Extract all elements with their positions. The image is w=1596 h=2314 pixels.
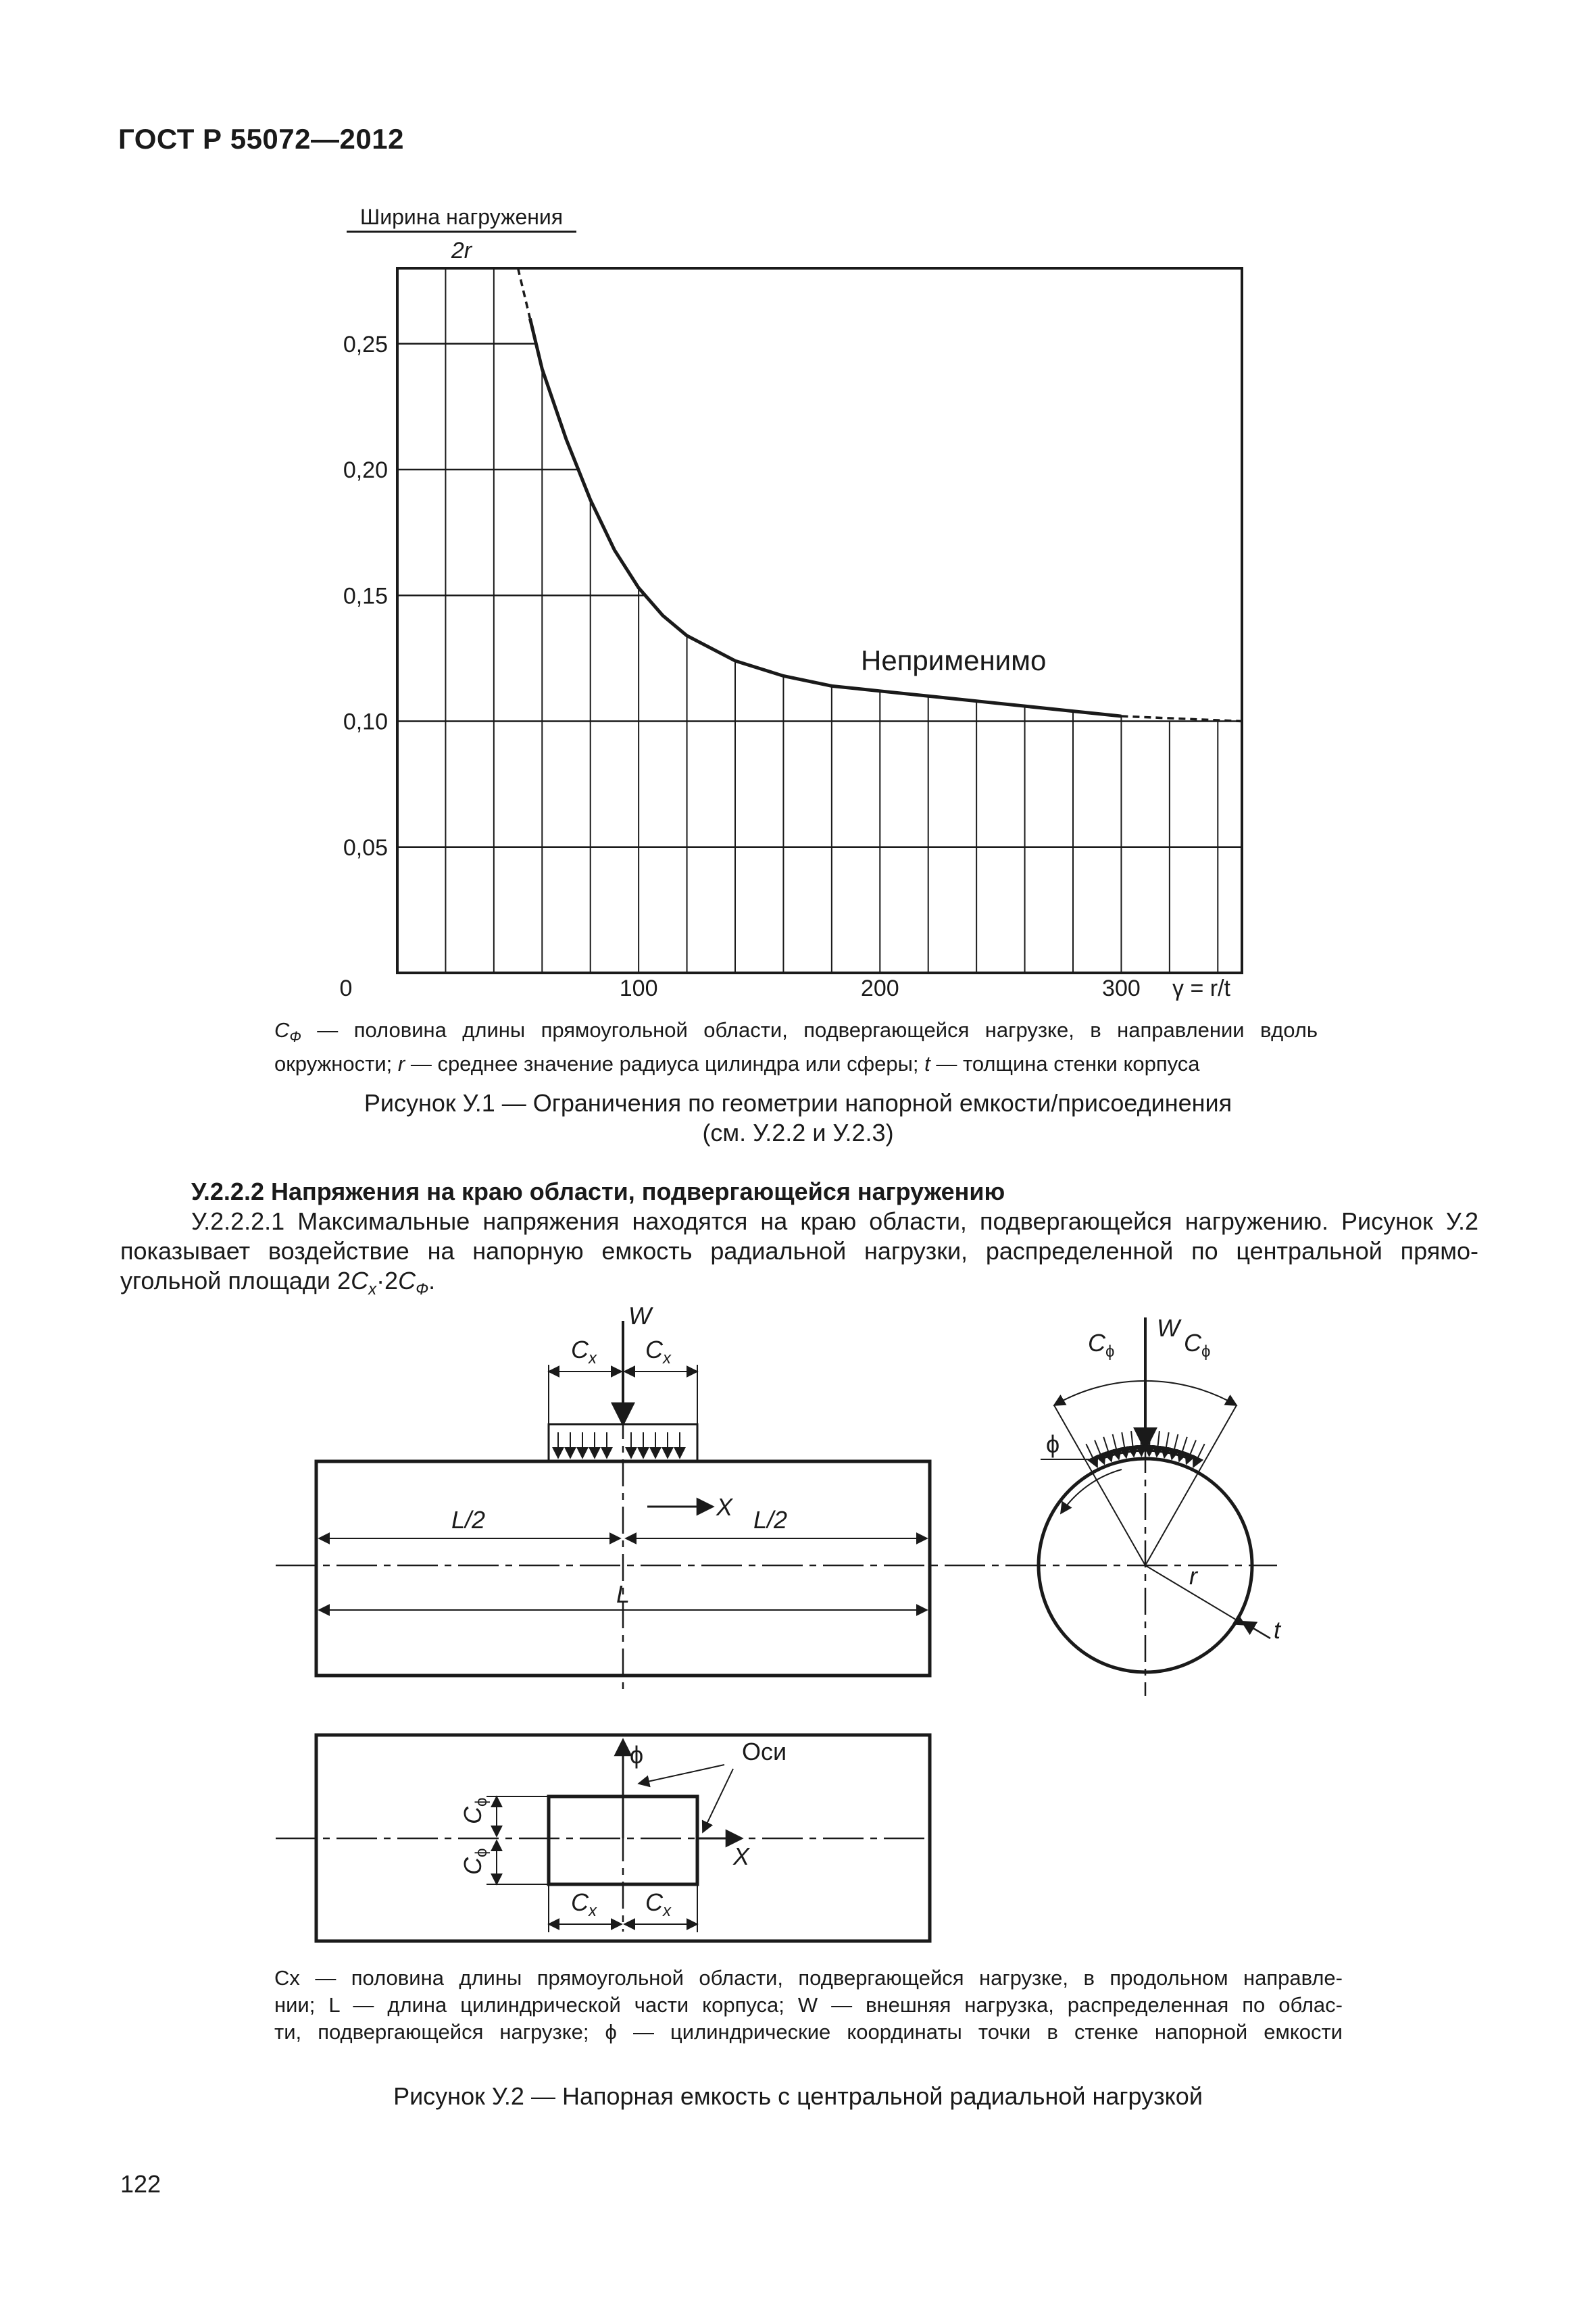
load-arrow — [1095, 1440, 1104, 1464]
legend-line2-mid: — среднее значение радиуса цилиндра или сферы; — [405, 1052, 925, 1076]
label-axes: Оси — [742, 1738, 787, 1765]
figure2-legend — [274, 1965, 1343, 2046]
legend-t: t — [924, 1052, 930, 1076]
y-axis-label: Ширина нагружения — [359, 205, 564, 229]
para-c1: C — [351, 1267, 369, 1294]
figure2-legend-line1: Cx — половина длины прямоугольной области, подвергающейся нагрузке, в продольном направле- — [274, 1966, 1343, 1990]
y-tick-label: 0,20 — [343, 457, 388, 483]
x-tick-label: 100 — [619, 976, 658, 1001]
label-L-half-left: L/2 — [451, 1506, 486, 1534]
legend-line1: — половина длины прямоугольной области, подвергающейся нагрузке, в направлении вдоль — [301, 1018, 1318, 1042]
legend-line2-end: — толщина стенки корпуса — [930, 1052, 1200, 1076]
y-tick-label: 0,10 — [343, 709, 388, 735]
section-title: У.2.2.2 Напряжения на краю области, подвергающейся нагружению — [191, 1178, 1005, 1205]
origin-label: 0 — [339, 976, 353, 1001]
label-Cx-left: $C_x$ — [571, 1336, 597, 1367]
load-arrow — [1187, 1440, 1196, 1464]
legend-symbol: C — [274, 1018, 290, 1042]
para-line1-text: У.2.2.2.1 Максимальные напряжения находятся на краю области, подвергающейся нагружению. Рисунок У.2 — [191, 1207, 1478, 1235]
legend-r: r — [397, 1052, 405, 1076]
label-L: L — [616, 1580, 630, 1608]
load-arrow — [1131, 1431, 1134, 1457]
label-t: t — [1274, 1616, 1281, 1644]
x-tick-label: 200 — [860, 976, 899, 1001]
label-phi: ϕ — [1046, 1430, 1060, 1458]
figure2-legend-line2: нии; L — длина цилиндрической части корпуса; W — внешняя нагрузка, распределенная по облас- — [274, 1993, 1343, 2017]
load-arrow — [1157, 1431, 1159, 1457]
legend-symbol-sub: Ф — [289, 1028, 301, 1046]
region-label: Неприменимо — [861, 645, 1047, 676]
figure2-caption: Рисунок У.2 — Напорная емкость с центральной радиальной нагрузкой — [393, 2082, 1203, 2110]
para-phi-sub: Ф — [416, 1280, 429, 1299]
figure2-legend-line3: ти, подвергающейся нагрузке; ϕ — цилиндрические координаты точки в стенке напорной емкости — [274, 2020, 1343, 2044]
para-line3-pre: угольной площади 2 — [120, 1267, 351, 1294]
label-C-phi-left: $C_\phi$ — [1088, 1329, 1115, 1361]
y-tick-label: 0,25 — [343, 331, 388, 357]
label-C-phi-right: $C_\phi$ — [1184, 1329, 1211, 1361]
load-arrow — [1149, 1430, 1150, 1456]
para-c2: C — [398, 1267, 416, 1294]
figure1-caption-line1: Рисунок У.1 — Ограничения по геометрии напорной емкости/присоединения — [364, 1089, 1232, 1117]
label-Cx-plan-left: $C_x$ — [571, 1888, 597, 1920]
label-C-phi-plan-upper: $C_\phi$ — [459, 1797, 491, 1824]
para-x-sub: x — [368, 1280, 377, 1299]
para-line3-end: . — [428, 1267, 436, 1294]
label-W: W — [628, 1302, 651, 1330]
load-arrow — [1164, 1432, 1169, 1457]
para-line2-text: показывает воздействие на напорную емкость радиальной нагрузки, распределенной по центральной прямо- — [120, 1237, 1478, 1265]
label-C-phi-plan-lower: $C_\phi$ — [459, 1848, 491, 1875]
load-arrow — [1122, 1432, 1126, 1457]
x-axis-label: γ = r/t — [1172, 976, 1230, 1001]
y-tick-label: 0,05 — [343, 834, 388, 861]
para-line3-mid: ·2 — [376, 1267, 399, 1294]
y-tick-label: 0,15 — [343, 583, 388, 609]
figure1-caption-line2: (см. У.2.2 и У.2.3) — [702, 1119, 894, 1147]
label-Cx-plan-right: $C_x$ — [645, 1888, 671, 1920]
label-L-half-right: L/2 — [753, 1506, 788, 1534]
legend-line2-pre: окружности; — [274, 1052, 398, 1076]
document-header: ГОСТ Р 55072—2012 — [118, 123, 404, 155]
x-tick-label: 300 — [1102, 976, 1141, 1001]
label-Cx-right: $C_x$ — [645, 1336, 671, 1367]
label-r: r — [1189, 1562, 1197, 1590]
label-X-side: X — [716, 1493, 733, 1521]
page-number: 122 — [120, 2170, 161, 2198]
y-axis-sublabel: 2r — [451, 238, 472, 263]
label-phi-plan: ϕ — [630, 1741, 644, 1769]
label-W-circle: W — [1157, 1314, 1180, 1342]
label-X-plan: X — [733, 1842, 750, 1870]
